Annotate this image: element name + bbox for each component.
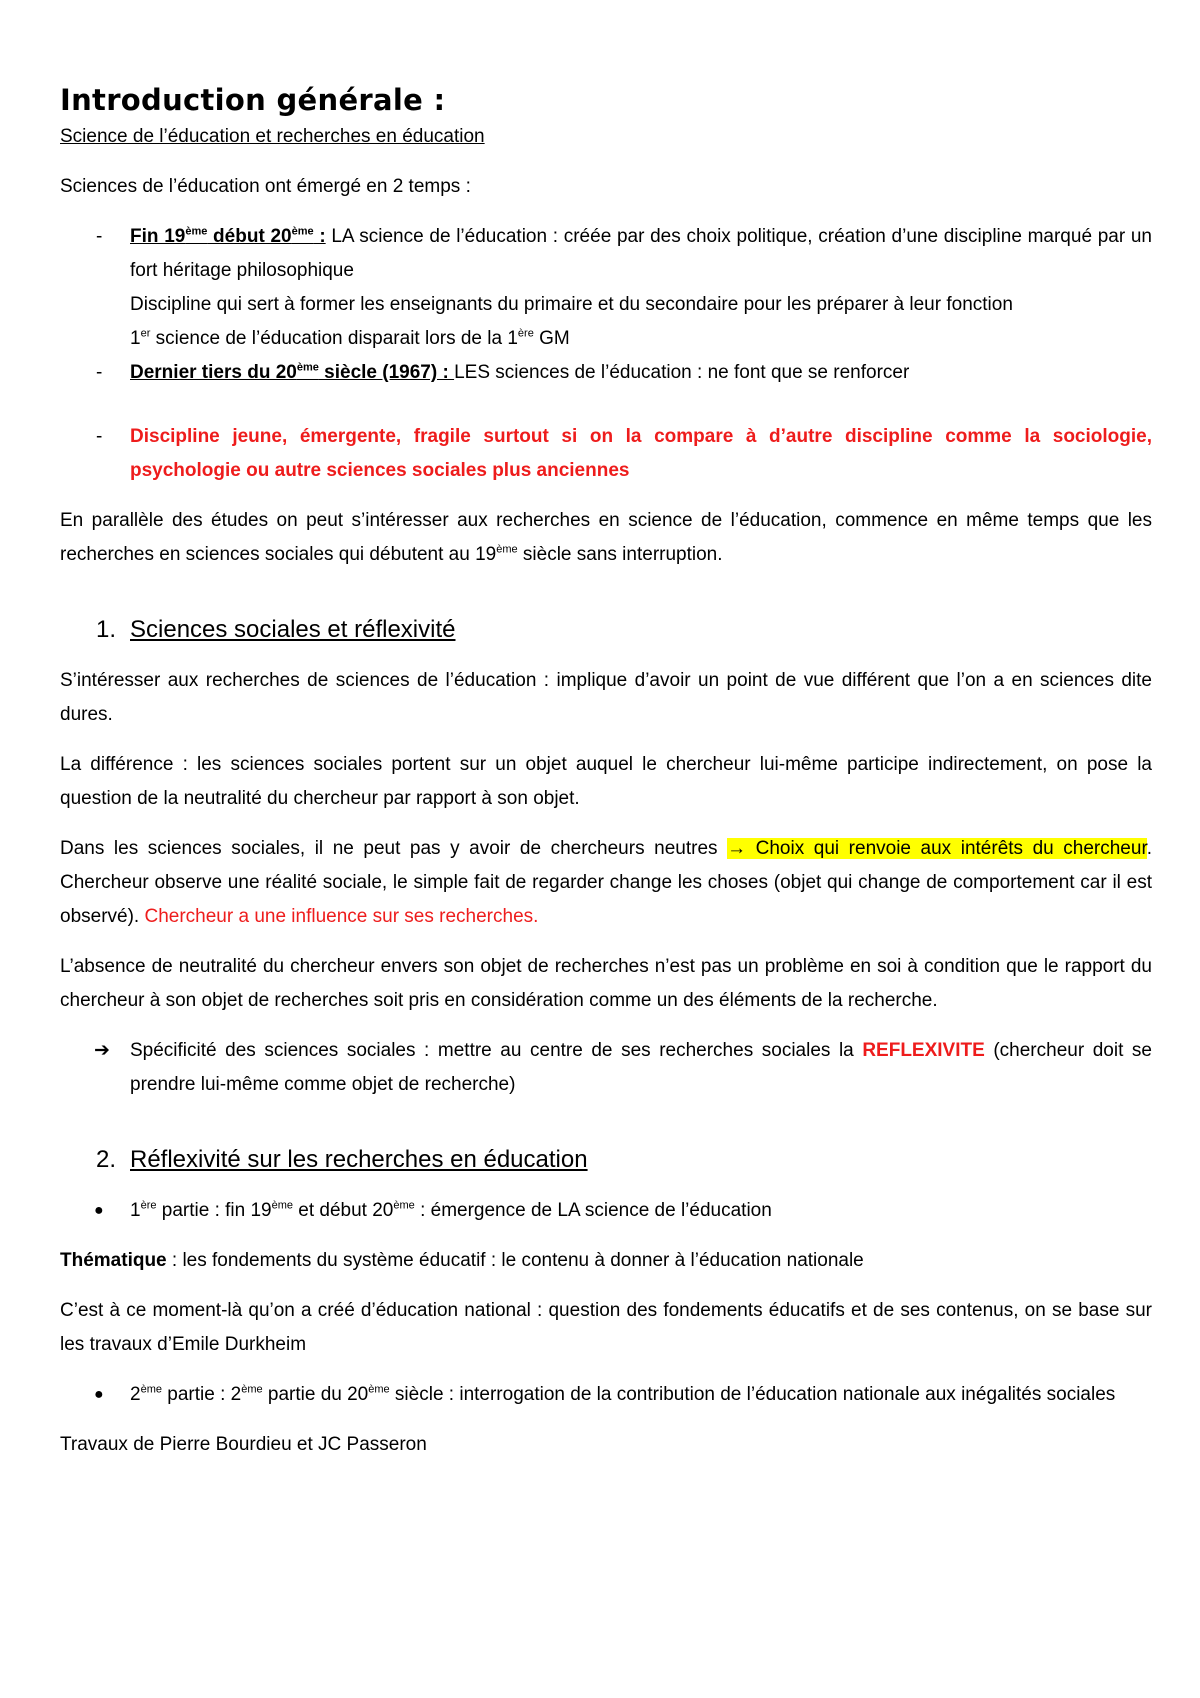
list-item-dernier-tiers <box>60 356 1152 390</box>
list-item-text: Discipline jeune, émergente, fragile surtout si on la compare à d’autre discipline comme la sociologie, psychologie ou autre sciences sociales plus anciennes <box>130 426 1152 481</box>
durkheim-paragraph: C’est à ce moment-là qu’on a créé d’éducation national : question des fondements éducatifs et de ses contenus, on se base sur les travaux d’Emile Durkheim <box>60 1300 1152 1355</box>
bullet-icon: ● <box>94 1386 104 1403</box>
list-item-subparagraph: Discipline qui sert à former les enseignants du primaire et du secondaire pour les préparer à leur fonction <box>130 294 1013 315</box>
parallel-paragraph: En parallèle des études on peut s’intéresser aux recherches en science de l’éducation, commence en même temps que les recherches en sciences sociales qui débutent au 19ème siècle sans interruption. <box>60 510 1152 565</box>
section1-paragraph-1: S’intéresser aux recherches de sciences de l’éducation : implique d’avoir un point de vue différent que l’on a en sciences dite dures. <box>60 670 1152 725</box>
list-item-label: Fin 19ème début 20ème : <box>130 225 326 247</box>
list-item-text: LA science de l’éducation : créée par des choix politique, création d’une discipline marqué par un fort héritage philosophique <box>130 226 1153 281</box>
dash-marker: - <box>96 362 103 383</box>
document-body <box>60 78 1152 1478</box>
section-title: Sciences sociales et réflexivité <box>130 616 456 643</box>
page-subtitle: Science de l’éducation et recherches en éducation <box>60 126 485 147</box>
dash-marker: - <box>96 226 103 247</box>
section1-paragraph-3: Dans les sciences sociales, il ne peut pas y avoir de chercheurs neutres → Choix qui renvoie aux intérêts du chercheur. Chercheur observe une réalité sociale, le simple fait de regarder change les choses (objet qui change de comportement car il est observé). Chercheur a une influence sur ses recherches. <box>60 838 1153 927</box>
reflexivite-keyword: REFLEXIVITE <box>862 1040 985 1061</box>
section-number: 2. <box>96 1146 117 1173</box>
dash-marker: - <box>96 426 103 447</box>
list-item-fin-19 <box>60 220 1152 356</box>
section-heading-2 <box>60 1142 1152 1178</box>
thematique-label: Thématique <box>60 1250 167 1271</box>
section1-paragraph-4: L’absence de neutralité du chercheur envers son objet de recherches n’est pas un problème en soi à condition que le rapport du chercheur à son objet de recherches soit pris en considération comme un des éléments de la recherche. <box>60 956 1152 1011</box>
section-number: 1. <box>96 616 117 643</box>
red-emphasis-text: Chercheur a une influence sur ses recherches. <box>144 906 539 927</box>
bullet-icon: ● <box>94 1202 104 1219</box>
highlighted-text: → Choix qui renvoie aux intérêts du chercheur <box>727 838 1147 859</box>
arrow-list-item: ➔ Spécificité des sciences sociales : mettre au centre de ses recherches sociales la REFLEXIVITE (chercheur doit se prendre lui-même comme objet de recherche) <box>60 1034 1152 1102</box>
list-item-discipline-jeune <box>60 420 1152 488</box>
section-heading-1 <box>60 612 1152 648</box>
list-item-subparagraph: 1er science de l’éducation disparait lors de la 1ère GM <box>130 327 570 349</box>
arrow-right-icon: ➔ <box>94 1040 110 1061</box>
list-item-label: Dernier tiers du 20ème siècle (1967) : <box>130 361 455 383</box>
emergence-list <box>60 220 1152 488</box>
thematique-paragraph: Thématique : les fondements du système éducatif : le contenu à donner à l’éducation nationale <box>60 1250 864 1271</box>
intro-paragraph: Sciences de l’éducation ont émergé en 2 temps : <box>60 176 471 197</box>
page-title: Introduction générale : <box>60 83 446 117</box>
bullet-item-part-1: ● 1ère partie : fin 19ème et début 20ème : émergence de LA science de l’éducation <box>60 1194 1152 1228</box>
section1-paragraph-2: La différence : les sciences sociales portent sur un objet auquel le chercheur lui-même participe indirectement, on pose la question de la neutralité du chercheur par rapport à son objet. <box>60 754 1152 809</box>
list-item-text: LES sciences de l’éducation : ne font que se renforcer <box>454 362 910 383</box>
travaux-paragraph: Travaux de Pierre Bourdieu et JC Passeron <box>60 1434 427 1455</box>
section-title: Réflexivité sur les recherches en éducation <box>130 1146 588 1173</box>
bullet-item-part-2: ● 2ème partie : 2ème partie du 20ème siècle : interrogation de la contribution de l’éducation nationale aux inégalités sociales <box>60 1378 1152 1412</box>
